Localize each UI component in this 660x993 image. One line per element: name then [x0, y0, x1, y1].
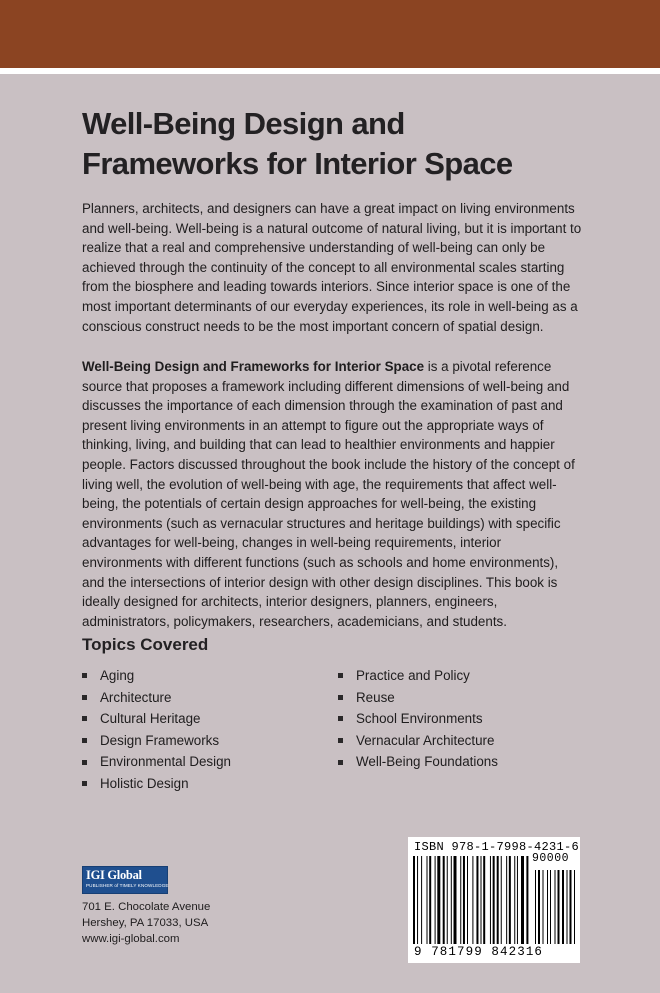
topic-label: Architecture	[100, 689, 172, 705]
topics-heading: Topics Covered	[82, 635, 209, 654]
logo-tagline: PUBLISHER of TIMELY KNOWLEDGE	[86, 883, 169, 888]
topics-list-right	[338, 665, 498, 773]
description-paragraph-1: Planners, architects, and designers can have a great impact on living environments and well-being. Well-being is a natural outcome of natural living, but it is important to realize that a real and comprehensive understanding of well-being can only be achieved through the continuity of the concept to all environmental scales starting from the biosphere and leading towards interiors. Since interior space is one of the most important determinants of our everyday experiences, its role in well-being as a conscious construct needs to be the most important concern of spatial design.	[82, 201, 582, 334]
topic-label: Holistic Design	[100, 775, 189, 791]
topic-item	[82, 730, 231, 752]
description-paragraph-2-text: is a pivotal reference source that proposes a framework including different dimensions of well-being and discusses the importance of each dimension through the examination of past and present living environments in an attempt to figure out the appropriate ways of thinking, living, and building that can lead to healthier environments and happier people. Factors discussed throughout the book include the history of the concept of living well, the evolution of well-being with age, the requirements that affect well-being, the potentials of certain design approaches for well-being, the existing environments (such as vernacular structures and heritage buildings) with specific advantages for well-being, changes in well-being requirements, interior environments with different functions (such as schools and home environments), and the intersections of interior design with other design disciplines. This book is ideally designed for architects, interior designers, planners, engineers, administrators, policymakers, researchers, academicians, and students.	[82, 359, 575, 629]
topic-label: Well-Being Foundations	[356, 754, 498, 770]
bullet-icon	[338, 738, 343, 743]
topic-label: Vernacular Architecture	[356, 732, 495, 748]
publisher-address	[82, 899, 210, 947]
description-bold-title: Well-Being Design and Frameworks for Interior Space	[82, 359, 425, 374]
topics-list-left	[82, 665, 231, 795]
bullet-icon	[82, 781, 87, 786]
topic-item	[338, 708, 498, 730]
topic-label: Cultural Heritage	[100, 711, 201, 727]
title-line-1: Well-Being Design and	[82, 106, 405, 141]
topic-label: Practice and Policy	[356, 668, 470, 683]
topic-item	[82, 708, 231, 730]
topic-label: School Environments	[356, 711, 483, 727]
topic-item	[338, 687, 498, 709]
topic-item	[338, 730, 498, 752]
barcode-bars	[413, 856, 577, 946]
address-city: Hershey, PA 17033, USA	[82, 917, 209, 929]
topic-label: Aging	[100, 668, 135, 683]
topic-label: Design Frameworks	[100, 732, 220, 748]
bullet-icon	[82, 716, 87, 721]
isbn-barcode	[408, 837, 580, 963]
ean-digits: 9 781799 842316	[414, 945, 544, 959]
title-line-2: Frameworks for Interior Space	[82, 146, 513, 181]
top-band-divider	[0, 68, 660, 74]
publisher-website: www.igi-global.com	[82, 933, 180, 945]
topic-item	[338, 665, 498, 687]
igi-global-logo	[82, 866, 168, 894]
description-paragraph-2	[82, 357, 582, 631]
bullet-icon	[82, 738, 87, 743]
top-color-band	[0, 0, 660, 68]
isbn-label: ISBN 978-1-7998-4231-6	[414, 840, 580, 854]
topic-item	[82, 751, 231, 773]
topic-item	[82, 687, 231, 709]
topic-item	[338, 751, 498, 773]
logo-text: IGI Global	[86, 868, 142, 882]
topic-item	[82, 665, 231, 687]
bullet-icon	[82, 695, 87, 700]
barcode-addon-number: 90000	[532, 852, 570, 865]
topic-label: Reuse	[356, 689, 395, 705]
bullet-icon	[82, 760, 87, 765]
bullet-icon	[338, 673, 343, 678]
book-title	[82, 104, 582, 184]
bullet-icon	[82, 673, 87, 678]
bullet-icon	[338, 716, 343, 721]
topic-label: Environmental Design	[100, 754, 231, 770]
topic-item	[82, 773, 231, 795]
bullet-icon	[338, 695, 343, 700]
address-street: 701 E. Chocolate Avenue	[82, 901, 211, 913]
bullet-icon	[338, 760, 343, 765]
